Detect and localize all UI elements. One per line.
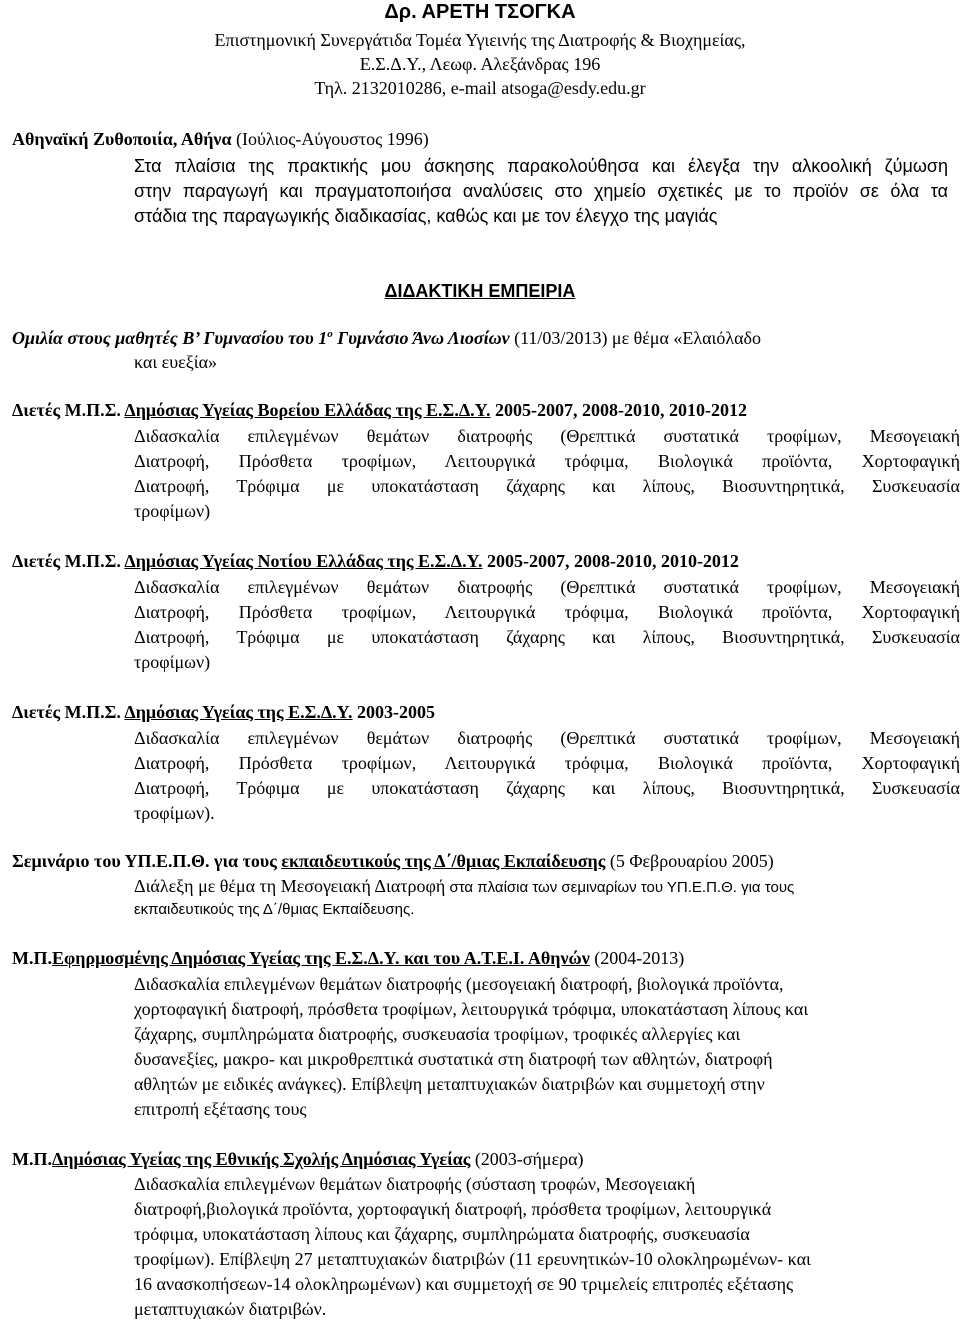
contact-line: Τηλ. 2132010286, e-mail atsoga@esdy.edu.gr [314,78,646,98]
msc-north-years: 2005-2007, 2008-2010, 2010-2012 [490,400,747,420]
applied-ph-line-3: ζάχαρης, συμπληρώματα διατροφής, συσκευασία τροφίμων, τροφικές αλλεργίες και [134,1024,741,1044]
msc-south-desc-2: Διατροφή, Πρόσθετα τροφίμων, Λειτουργικά τρόφιμα, Βιολογικά προϊόντα, Χορτοφαγική [134,602,960,622]
talk-ordinal: ο [327,328,333,340]
nsph-heading [12,1147,584,1171]
msc-north-heading [12,398,747,422]
msc-ph-desc-3: Διατροφή, Τρόφιμα με υποκατάσταση ζάχαρης και λίπους, Βιοσυντηρητικά, Συσκευασία [134,778,960,798]
msc-north-title: Δημόσιας Υγείας Βορείου Ελλάδας της Ε.Σ.Δ.Υ. [124,400,491,420]
nsph-line-2: διατροφή,βιολογικά προϊόντα, χορτοφαγική διατροφή, πρόσθετα τροφίμων, λειτουργικά [134,1199,772,1219]
msc-south-years: 2005-2007, 2008-2010, 2010-2012 [482,551,739,571]
applied-ph-line-5: αθλητών με ειδικές ανάγκες). Επίβλεψη μεταπτυχιακών διατριβών και συμμετοχή στην [134,1074,765,1094]
seminar-heading [12,849,774,873]
applied-ph-line-4: δυσανεξίες, μακρο- και μικροθρεπτικά συστατικά στη διατροφή των αθλητών, διατροφή [134,1049,773,1069]
applied-ph-heading [12,946,684,970]
msc-south-desc-1: Διδασκαλία επιλεγμένων θεμάτων διατροφής (Θρεπτικά συστατικά τροφίμων, Μεσογειακή [134,577,960,597]
nsph-line-6: μεταπτυχιακών διατριβών. [134,1299,327,1319]
msc-south-desc-3: Διατροφή, Τρόφιμα με υποκατάσταση ζάχαρης και λίπους, Βιοσυντηρητικά, Συσκευασία [134,627,960,647]
seminar-lecture-line-1 [134,874,794,900]
msc-north-desc-3: Διατροφή, Τρόφιμα με υποκατάσταση ζάχαρης και λίπους, Βιοσυντηρητικά, Συσκευασία [134,476,960,496]
msc-north-desc-2: Διατροφή, Πρόσθετα τροφίμων, Λειτουργικά τρόφιμα, Βιολογικά προϊόντα, Χορτοφαγική [134,451,960,471]
seminar-prefix: Σεμινάριο του ΥΠ.Ε.Π.Θ. για τους [12,851,282,871]
nsph-years: (2003-σήμερα) [470,1149,584,1169]
applied-ph-title: Εφηρμοσμένης Δημόσιας Υγείας της Ε.Σ.Δ.Υ. και του Α.Τ.Ε.Ι. Αθηνών [52,948,590,968]
msc-south-title: Δημόσιας Υγείας Νοτίου Ελλάδας της Ε.Σ.Δ.Υ. [124,551,483,571]
msc-north-desc-4: τροφίμων) [134,501,211,521]
msc-south-desc-4: τροφίμων) [134,652,211,672]
section-title-teaching: ΔΙΔΑΚΤΙΚΗ ΕΜΠΕΙΡΙΑ [384,281,576,301]
nsph-title: Δημόσιας Υγείας της Εθνικής Σχολής Δημόσιας Υγείας [52,1149,471,1169]
nsph-line-4: τροφίμων). Επίβλεψη 27 μεταπτυχιακών διατριβών (11 ερευνητικών-10 ολοκληρωμένων- και [134,1249,811,1269]
brewery-line-3: στάδια της παραγωγικής διαδικασίας, καθώς και με τον έλεγχο της μαγιάς [134,206,718,226]
nsph-line-5: 16 ανασκοπήσεων-14 ολοκληρωμένων) και συμμετοχή σε 90 τριμελείς επιτροπές εξέτασης [134,1274,794,1294]
msc-north-prefix: Διετές Μ.Π.Σ. [12,400,125,420]
brewery-title: Αθηναϊκή Ζυθοποιία, Αθήνα [12,129,232,149]
nsph-prefix: Μ.Π. [12,1149,52,1169]
seminar-lecture-topic: Διάλεξη με θέμα τη Μεσογειακή Διατροφή [134,876,446,896]
applied-ph-prefix: Μ.Π. [12,948,52,968]
affiliation-line-1: Επιστημονική Συνεργάτιδα Τομέα Υγιεινής της Διατροφής & Βιοχημείας, [214,30,746,50]
applied-ph-line-6: επιτροπή εξέτασης τους [134,1099,307,1119]
nsph-line-1: Διδασκαλία επιλεγμένων θεμάτων διατροφής (σύσταση τροφών, Μεσογειακή [134,1174,696,1194]
applied-ph-line-1: Διδασκαλία επιλεγμένων θεμάτων διατροφής (μεσογειακή διατροφή, βιολογικά προϊόντα, [134,974,784,994]
msc-ph-desc-4: τροφίμων). [134,803,215,823]
msc-ph-desc-1: Διδασκαλία επιλεγμένων θεμάτων διατροφής (Θρεπτικά συστατικά τροφίμων, Μεσογειακή [134,728,960,748]
brewery-period: (Ιούλιος-Αύγουστος 1996) [231,129,429,149]
brewery-heading [12,127,429,151]
msc-north-desc-1: Διδασκαλία επιλεγμένων θεμάτων διατροφής (Θρεπτικά συστατικά τροφίμων, Μεσογειακή [134,426,960,446]
msc-ph-heading [12,700,435,724]
talk-line-2: και ευεξία» [134,352,218,372]
talk-title-part-2: Γυμνάσιο Άνω Λιοσίων [332,328,510,348]
applied-ph-line-2: χορτοφαγική διατροφή, πρόσθετα τροφίμων, λειτουργικά τρόφιμα, υποκατάσταση λίπους και [134,999,809,1019]
msc-south-heading [12,549,739,573]
author-name: Δρ. ΑΡΕΤΗ ΤΣΟΓΚΑ [384,1,576,23]
talk-details: (11/03/2013) με θέμα «Ελαιόλαδο [509,328,762,348]
msc-ph-years: 2003-2005 [352,702,436,722]
brewery-line-2: στην παραγωγή και πραγματοποιήσα αναλύσεις στο χημείο σχετικές με το προϊόν σε όλα τα [134,181,948,201]
msc-ph-desc-2: Διατροφή, Πρόσθετα τροφίμων, Λειτουργικά τρόφιμα, Βιολογικά προϊόντα, Χορτοφαγική [134,753,960,773]
msc-ph-prefix: Διετές Μ.Π.Σ. [12,702,125,722]
seminar-date: (5 Φεβρουαρίου 2005) [605,851,774,871]
brewery-line-1: Στα πλαίσια της πρακτικής μου άσκησης παρακολούθησα και έλεγξα την αλκοολική ζύμωση [134,156,948,176]
msc-ph-title: Δημόσιας Υγείας της Ε.Σ.Δ.Υ. [124,702,353,722]
talk-line-1 [12,326,761,350]
seminar-lecture-context: στα πλαίσια των σεμιναρίων του ΥΠ.Ε.Π.Θ. για τους [445,879,795,896]
affiliation-line-2: Ε.Σ.Δ.Υ., Λεωφ. Αλεξάνδρας 196 [359,54,601,74]
applied-ph-years: (2004-2013) [589,948,685,968]
msc-south-prefix: Διετές Μ.Π.Σ. [12,551,125,571]
nsph-line-3: τρόφιμα, υποκατάσταση λίπους και ζάχαρης, συμπληρώματα διατροφής, συσκευασία [134,1224,750,1244]
seminar-lecture-line-2: εκπαιδευτικούς της Δ΄/θμιας Εκπαίδευσης. [134,901,415,918]
seminar-title: εκπαιδευτικούς της Δ΄/θμιας Εκπαίδευσης [281,851,606,871]
talk-title-part-1: Ομιλία στους μαθητές Β’ Γυμνασίου του 1 [12,328,328,348]
